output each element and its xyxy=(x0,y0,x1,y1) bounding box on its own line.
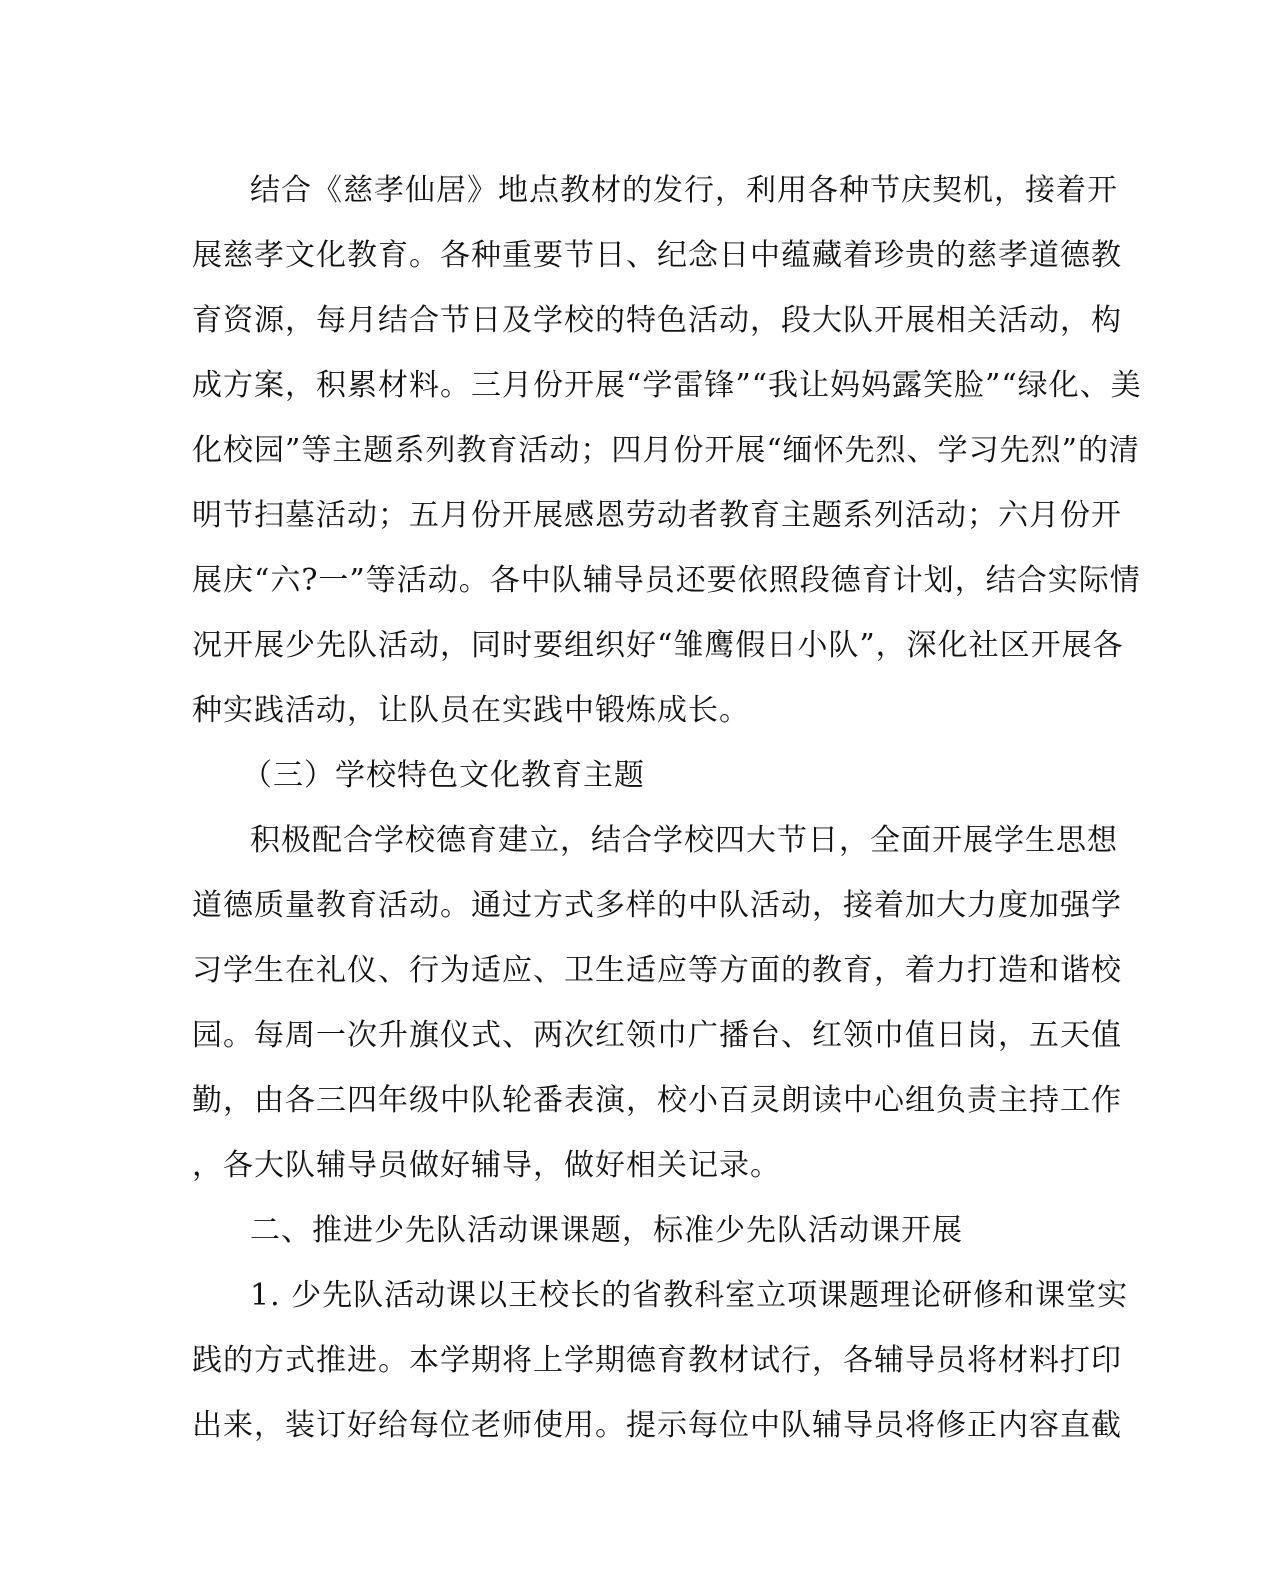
paragraph-line: 育资源，每月结合节日及学校的特色活动，段大队开展相关活动，构 xyxy=(192,303,1122,338)
section-heading: 二、推进少先队活动课课题，标准少先队活动课开展 xyxy=(250,1213,963,1248)
paragraph-line: 勤，由各三四年级中队轮番表演，校小百灵朗读中心组负责主持工作 xyxy=(192,1083,1122,1118)
paragraph-line: ，各大队辅导员做好辅导，做好相关记录。 xyxy=(192,1148,781,1183)
paragraph-line: 1. 少先队活动课以王校长的省教科室立项课题理论研修和课堂实 xyxy=(250,1278,1129,1313)
paragraph-line: 展庆“六?一”等活动。各中队辅导员还要依照段德育计划，结合实际情 xyxy=(192,563,1141,598)
paragraph-line: 明节扫墓活动；五月份开展感恩劳动者教育主题系列活动；六月份开 xyxy=(192,498,1122,533)
section-heading: （三）学校特色文化教育主题 xyxy=(242,758,645,793)
paragraph-line: 成方案，积累材料。三月份开展“学雷锋”“我让妈妈露笑脸”“绿化、美 xyxy=(192,368,1142,403)
paragraph-line: 习学生在礼仪、行为适应、卫生适应等方面的教育，着力打造和谐校 xyxy=(192,953,1122,988)
paragraph-line: 化校园”等主题系列教育活动；四月份开展“缅怀先烈、学习先烈”的清 xyxy=(192,433,1141,468)
paragraph-line: 出来，装订好给每位老师使用。提示每位中队辅导员将修正内容直截 xyxy=(192,1408,1122,1443)
paragraph-line: 园。每周一次升旗仪式、两次红领巾广播台、红领巾值日岗，五天值 xyxy=(192,1018,1122,1053)
paragraph-line: 积极配合学校德育建立，结合学校四大节日，全面开展学生思想 xyxy=(250,823,1118,858)
paragraph-line: 结合《慈孝仙居》地点教材的发行，利用各种节庆契机，接着开 xyxy=(250,173,1118,208)
paragraph-line: 展慈孝文化教育。各种重要节日、纪念日中蕴藏着珍贵的慈孝道德教 xyxy=(192,238,1122,273)
paragraph-line: 践的方式推进。本学期将上学期德育教材试行，各辅导员将材料打印 xyxy=(192,1343,1122,1378)
paragraph-line: 况开展少先队活动，同时要组织好“雏鹰假日小队”，深化社区开展各 xyxy=(192,628,1124,663)
paragraph-line: 种实践活动，让队员在实践中锻炼成长。 xyxy=(192,693,750,728)
paragraph-line: 道德质量教育活动。通过方式多样的中队活动，接着加大力度加强学 xyxy=(192,888,1122,923)
document-body xyxy=(192,158,1142,1458)
